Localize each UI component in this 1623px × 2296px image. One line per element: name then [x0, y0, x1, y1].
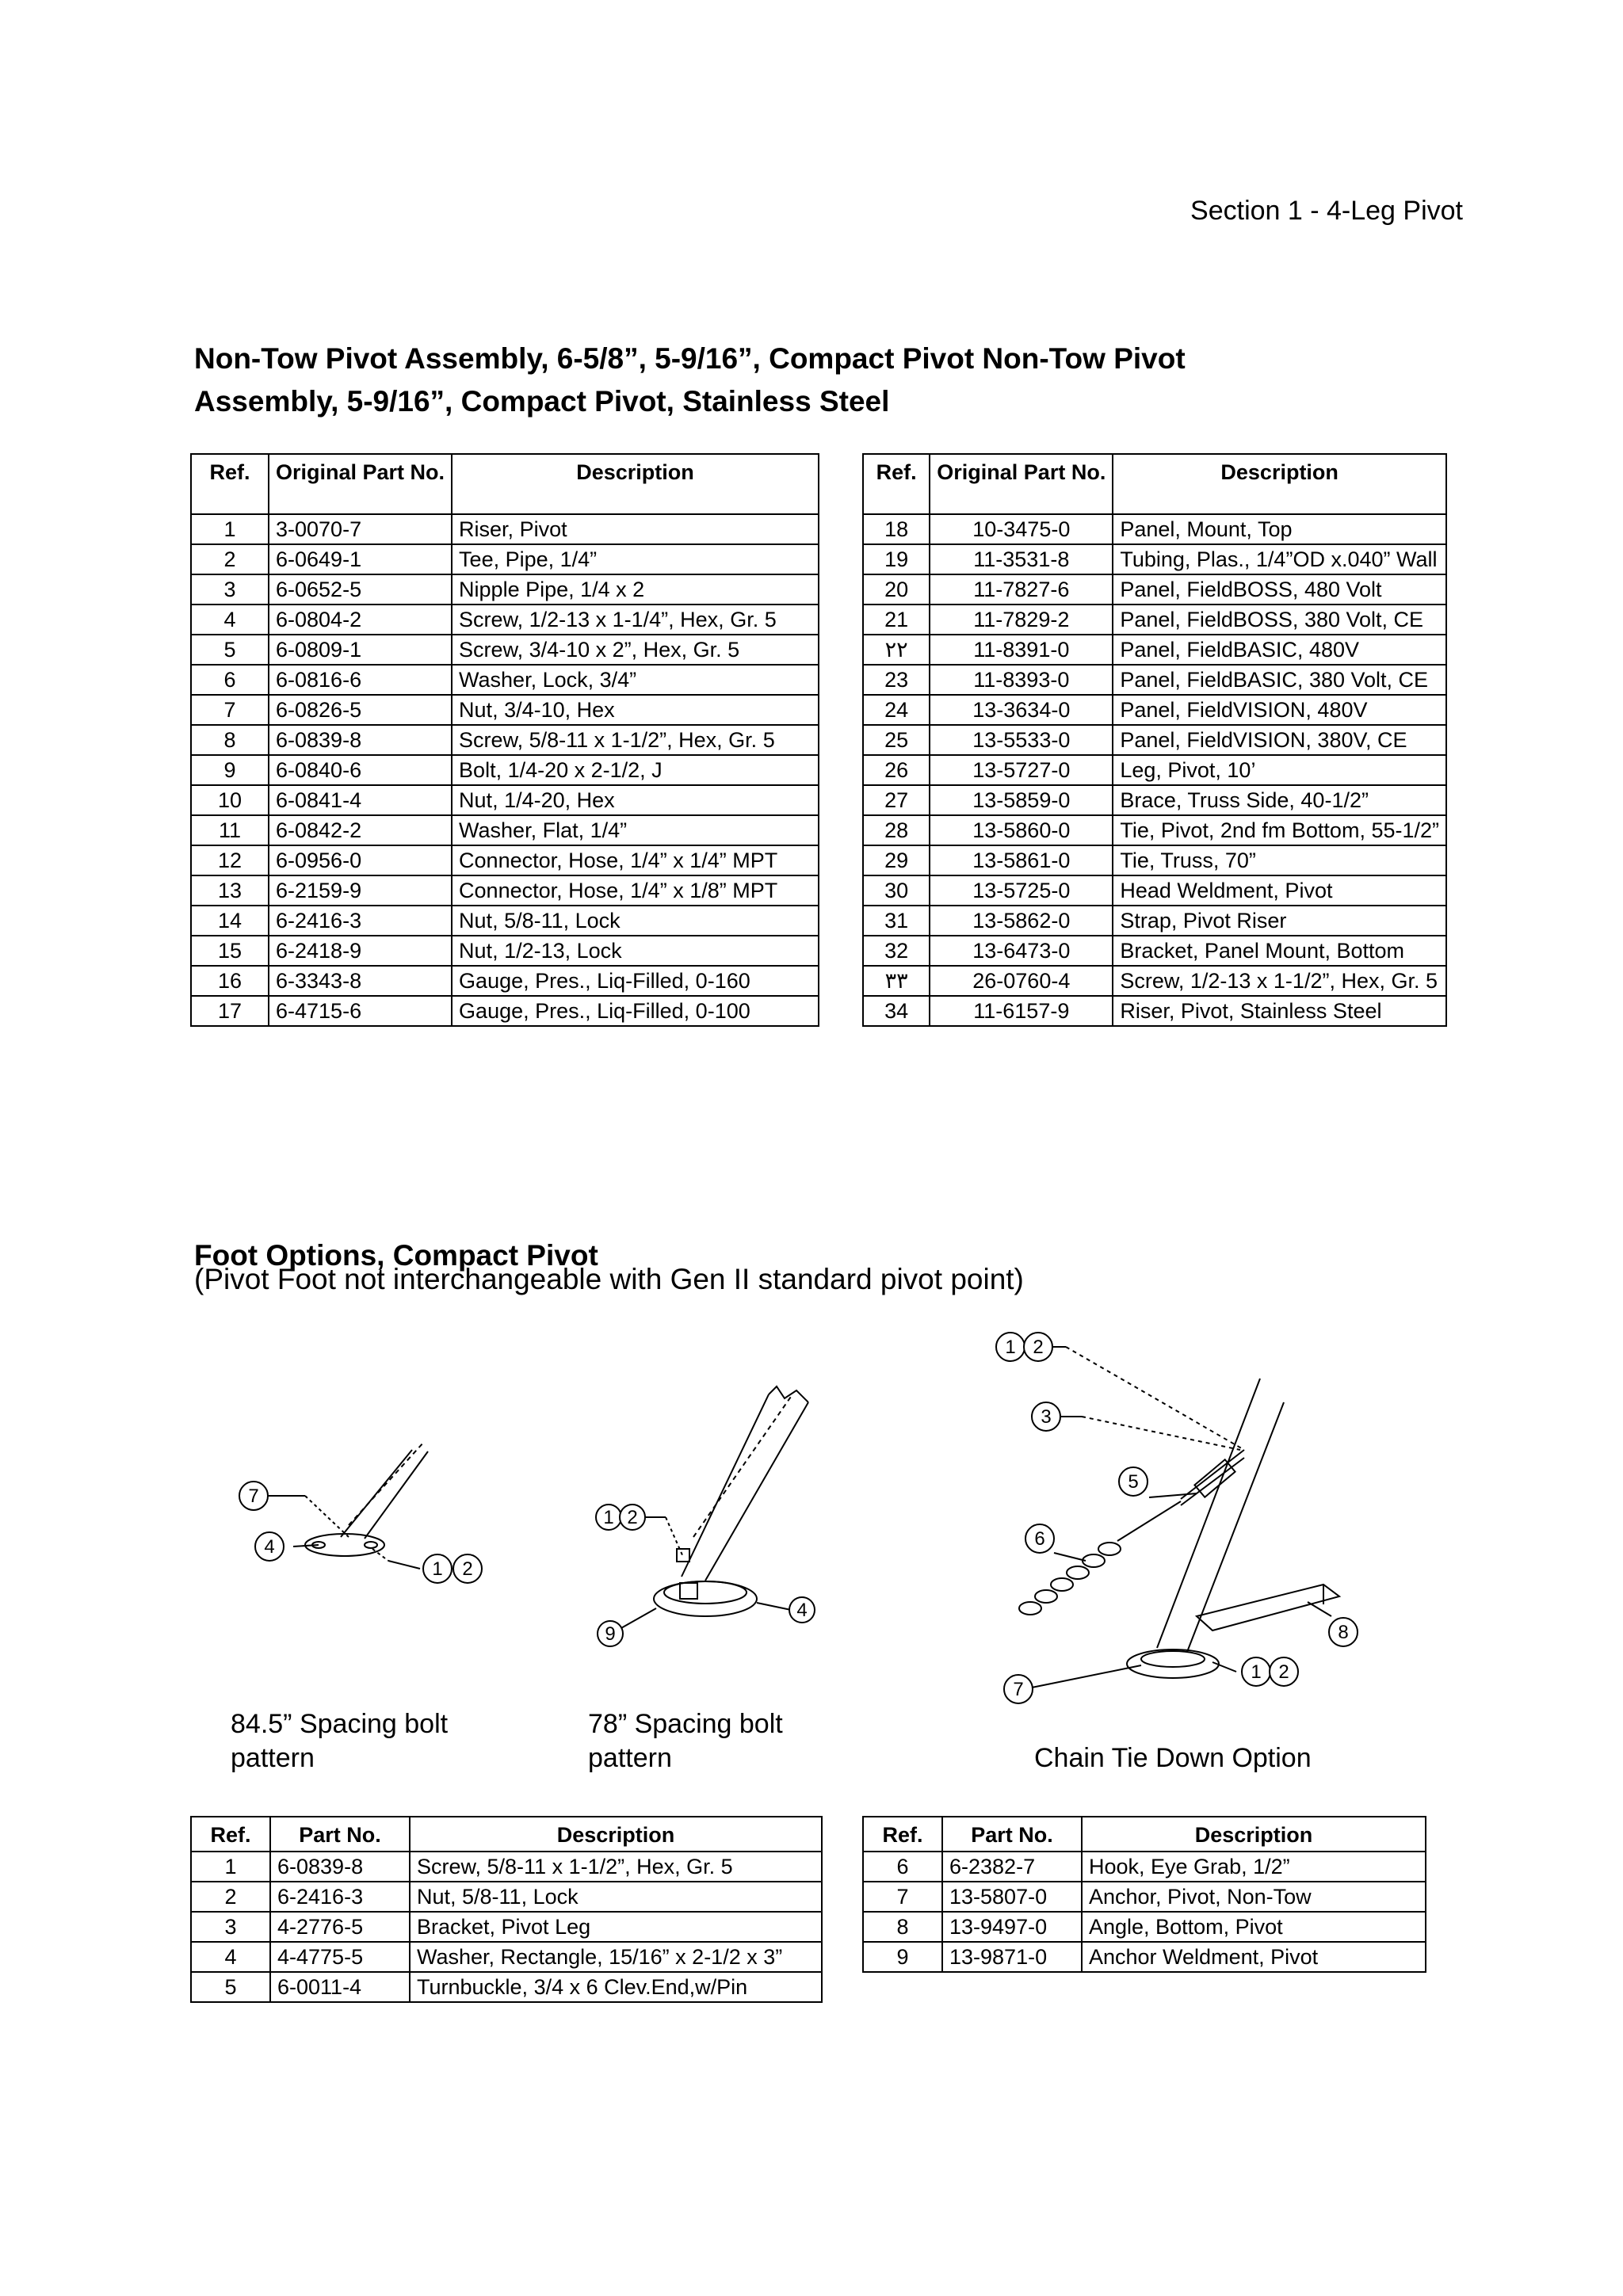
description-cell: Riser, Pivot, Stainless Steel — [1113, 996, 1446, 1026]
ref-cell: 2 — [191, 544, 269, 574]
table-row — [863, 695, 1446, 725]
description-cell: Screw, 1/2-13 x 1-1/2”, Hex, Gr. 5 — [1113, 966, 1446, 996]
description-cell: Bracket, Pivot Leg — [410, 1912, 822, 1942]
callout-7 — [1004, 1675, 1033, 1703]
ref-cell: 26 — [863, 755, 930, 785]
description-cell: Nut, 1/4-20, Hex — [452, 785, 819, 815]
part-no-cell: 6-0842-2 — [269, 815, 452, 845]
table-row — [863, 936, 1446, 966]
table-row — [863, 845, 1446, 875]
table-row — [863, 514, 1446, 544]
ref-cell: 23 — [863, 665, 930, 695]
description-cell: Screw, 5/8-11 x 1-1/2”, Hex, Gr. 5 — [452, 725, 819, 755]
ref-cell: 30 — [863, 875, 930, 906]
table-row — [863, 1852, 1426, 1882]
table-row — [863, 875, 1446, 906]
table-row — [191, 1852, 822, 1882]
part-no-cell: 6-0826-5 — [269, 695, 452, 725]
description-cell: Tee, Pipe, 1/4” — [452, 544, 819, 574]
table-row — [191, 605, 819, 635]
callout-1 — [996, 1333, 1025, 1361]
part-no-cell: 11-7827-6 — [930, 574, 1113, 605]
ref-cell: 1 — [191, 514, 269, 544]
table-row — [863, 544, 1446, 574]
callout-3 — [1032, 1402, 1060, 1431]
callout-4 — [789, 1597, 815, 1623]
part-no-cell: 13-5807-0 — [942, 1882, 1082, 1912]
part-no-cell: 6-0840-6 — [269, 755, 452, 785]
section-header: Section 1 - 4-Leg Pivot — [1190, 196, 1463, 226]
table-row — [191, 906, 819, 936]
part-no-cell: 13-9871-0 — [942, 1942, 1082, 1972]
svg-text:2: 2 — [1278, 1661, 1289, 1683]
part-no-cell: 4-2776-5 — [270, 1912, 410, 1942]
col-part-no: Original Part No. — [930, 454, 1113, 514]
part-no-cell: 3-0070-7 — [269, 514, 452, 544]
part-no-cell: 6-2418-9 — [269, 936, 452, 966]
description-cell: Riser, Pivot — [452, 514, 819, 544]
ref-cell: 7 — [863, 1882, 942, 1912]
description-cell: Screw, 3/4-10 x 2”, Hex, Gr. 5 — [452, 635, 819, 665]
description-cell: Bracket, Panel Mount, Bottom — [1113, 936, 1446, 966]
part-no-cell: 13-5862-0 — [930, 906, 1113, 936]
description-cell: Tubing, Plas., 1/4”OD x.040” Wall — [1113, 544, 1446, 574]
table-row — [191, 514, 819, 544]
part-no-cell: 26-0760-4 — [930, 966, 1113, 996]
description-cell: Gauge, Pres., Liq-Filled, 0-100 — [452, 996, 819, 1026]
ref-cell: 4 — [191, 1942, 270, 1972]
table-row — [191, 1942, 822, 1972]
col-part-no: Part No. — [942, 1817, 1082, 1852]
part-no-cell: 6-0649-1 — [269, 544, 452, 574]
description-cell: Hook, Eye Grab, 1/2” — [1082, 1852, 1426, 1882]
foot-options-subtitle: (Pivot Foot not interchangeable with Gen II standard pivot point) — [194, 1263, 1024, 1295]
part-no-cell: 6-2416-3 — [270, 1882, 410, 1912]
description-cell: Panel, FieldVISION, 480V — [1113, 695, 1446, 725]
ref-cell: 27 — [863, 785, 930, 815]
table-row — [863, 755, 1446, 785]
part-no-cell: 13-5859-0 — [930, 785, 1113, 815]
table-row — [863, 1912, 1426, 1942]
callout-2 — [1024, 1333, 1052, 1361]
part-no-cell: 6-0839-8 — [269, 725, 452, 755]
foot-parts-table-left — [190, 1816, 823, 2003]
description-cell: Nipple Pipe, 1/4 x 2 — [452, 574, 819, 605]
part-no-cell: 6-0841-4 — [269, 785, 452, 815]
description-cell: Panel, FieldBOSS, 480 Volt — [1113, 574, 1446, 605]
callout-1 — [596, 1505, 621, 1530]
description-cell: Panel, Mount, Top — [1113, 514, 1446, 544]
part-no-cell: 6-2382-7 — [942, 1852, 1082, 1882]
col-description: Description — [452, 454, 819, 514]
col-ref: Ref. — [191, 454, 269, 514]
part-no-cell: 6-4715-6 — [269, 996, 452, 1026]
part-no-cell: 4-4775-5 — [270, 1942, 410, 1972]
table-row — [863, 1882, 1426, 1912]
ref-cell: 21 — [863, 605, 930, 635]
foot-options-title: Foot Options, Compact Pivot — [194, 1239, 598, 1272]
table-row — [863, 635, 1446, 665]
table-row — [863, 996, 1446, 1026]
ref-cell: 13 — [191, 875, 269, 906]
callout-6 — [1025, 1524, 1054, 1553]
description-cell: Nut, 5/8-11, Lock — [452, 906, 819, 936]
part-no-cell: 11-8391-0 — [930, 635, 1113, 665]
part-no-cell: 11-7829-2 — [930, 605, 1113, 635]
diagram-78-foot — [586, 1379, 848, 1648]
ref-cell: 9 — [863, 1942, 942, 1972]
ref-cell: 11 — [191, 815, 269, 845]
ref-cell: 6 — [863, 1852, 942, 1882]
table-row — [191, 845, 819, 875]
table-row — [191, 544, 819, 574]
ref-cell: 14 — [191, 906, 269, 936]
part-no-cell: 6-0839-8 — [270, 1852, 410, 1882]
description-cell: Screw, 1/2-13 x 1-1/4”, Hex, Gr. 5 — [452, 605, 819, 635]
part-no-cell: 13-5533-0 — [930, 725, 1113, 755]
description-cell: Gauge, Pres., Liq-Filled, 0-160 — [452, 966, 819, 996]
description-cell: Leg, Pivot, 10’ — [1113, 755, 1446, 785]
table-row — [191, 755, 819, 785]
table-row — [863, 785, 1446, 815]
svg-text:4: 4 — [796, 1600, 808, 1621]
part-no-cell: 13-3634-0 — [930, 695, 1113, 725]
ref-cell: 2 — [191, 1882, 270, 1912]
callout-8 — [1329, 1618, 1358, 1646]
description-cell: Tie, Truss, 70” — [1113, 845, 1446, 875]
callout-2 — [620, 1505, 645, 1530]
description-cell: Anchor Weldment, Pivot — [1082, 1942, 1426, 1972]
svg-text:6: 6 — [1034, 1528, 1045, 1550]
part-no-cell: 6-0956-0 — [269, 845, 452, 875]
table-header-row — [863, 454, 1446, 514]
description-cell: Panel, FieldBOSS, 380 Volt, CE — [1113, 605, 1446, 635]
caption-78-spacing: 78” Spacing bolt pattern — [588, 1709, 783, 1773]
table-header-row — [191, 454, 819, 514]
ref-cell: 15 — [191, 936, 269, 966]
svg-text:2: 2 — [462, 1558, 473, 1580]
col-ref: Ref. — [863, 1817, 942, 1852]
table-row — [191, 725, 819, 755]
col-description: Description — [1082, 1817, 1426, 1852]
table-row — [191, 635, 819, 665]
table-header-row — [863, 1817, 1426, 1852]
description-cell: Bolt, 1/4-20 x 2-1/2, J — [452, 755, 819, 785]
col-ref: Ref. — [191, 1817, 270, 1852]
svg-text:5: 5 — [1128, 1471, 1139, 1493]
table-row — [191, 815, 819, 845]
description-cell: Screw, 5/8-11 x 1-1/2”, Hex, Gr. 5 — [410, 1852, 822, 1882]
part-no-cell: 10-3475-0 — [930, 514, 1113, 544]
callout-1 — [423, 1554, 452, 1583]
caption-84-5-spacing: 84.5” Spacing bolt pattern — [231, 1709, 449, 1773]
description-cell: Head Weldment, Pivot — [1113, 875, 1446, 906]
part-no-cell: 13-6473-0 — [930, 936, 1113, 966]
ref-cell: 10 — [191, 785, 269, 815]
svg-text:2: 2 — [1033, 1337, 1044, 1358]
ref-cell: 7 — [191, 695, 269, 725]
ref-cell: 24 — [863, 695, 930, 725]
ref-cell: 5 — [191, 635, 269, 665]
ref-cell: 31 — [863, 906, 930, 936]
ref-cell: 25 — [863, 725, 930, 755]
ref-cell: 1 — [191, 1852, 270, 1882]
ref-cell: 3 — [191, 574, 269, 605]
part-no-cell: 13-5725-0 — [930, 875, 1113, 906]
table-row — [863, 725, 1446, 755]
caption-chain-tie-down: Chain Tie Down Option — [1034, 1743, 1312, 1773]
description-cell: Turnbuckle, 3/4 x 6 Clev.End,w/Pin — [410, 1972, 822, 2002]
description-cell: Nut, 5/8-11, Lock — [410, 1882, 822, 1912]
callout-5 — [1119, 1467, 1148, 1496]
ref-cell: 29 — [863, 845, 930, 875]
svg-text:9: 9 — [605, 1623, 616, 1645]
description-cell: Washer, Lock, 3/4” — [452, 665, 819, 695]
ref-cell: ٣٣ — [863, 966, 930, 996]
callout-2 — [453, 1554, 482, 1583]
table-row — [191, 936, 819, 966]
part-no-cell: 6-2159-9 — [269, 875, 452, 906]
part-no-cell: 13-9497-0 — [942, 1912, 1082, 1942]
diagram-chain-tie-down — [983, 1331, 1363, 1711]
col-part-no: Part No. — [270, 1817, 410, 1852]
table-row — [863, 906, 1446, 936]
pivot-assembly-title: Non-Tow Pivot Assembly, 6-5/8”, 5-9/16”, Compact Pivot Non-Tow Pivot Assembly, 5-9/16”, Compact Pivot, Stainless Steel — [194, 342, 1186, 418]
table-row — [191, 785, 819, 815]
callout-2 — [1270, 1657, 1298, 1686]
table-row — [191, 695, 819, 725]
ref-cell: ٢٢ — [863, 635, 930, 665]
description-cell: Washer, Rectangle, 15/16” x 2-1/2 x 3” — [410, 1942, 822, 1972]
callout-1 — [1242, 1657, 1270, 1686]
ref-cell: 32 — [863, 936, 930, 966]
svg-text:1: 1 — [432, 1558, 443, 1580]
ref-cell: 3 — [191, 1912, 270, 1942]
description-cell: Tie, Pivot, 2nd fm Bottom, 55-1/2” — [1113, 815, 1446, 845]
table-row — [191, 574, 819, 605]
ref-cell: 8 — [863, 1912, 942, 1942]
table-row — [191, 665, 819, 695]
table-row — [191, 1912, 822, 1942]
description-cell: Brace, Truss Side, 40-1/2” — [1113, 785, 1446, 815]
svg-text:7: 7 — [1013, 1679, 1024, 1700]
svg-text:1: 1 — [1251, 1661, 1262, 1683]
part-no-cell: 6-0652-5 — [269, 574, 452, 605]
table-row — [863, 815, 1446, 845]
ref-cell: 20 — [863, 574, 930, 605]
pivot-parts-table-left — [190, 453, 819, 1027]
table-row — [863, 1942, 1426, 1972]
pivot-parts-table-right — [862, 453, 1447, 1027]
col-ref: Ref. — [863, 454, 930, 514]
ref-cell: 9 — [191, 755, 269, 785]
part-no-cell: 11-6157-9 — [930, 996, 1113, 1026]
col-description: Description — [1113, 454, 1446, 514]
ref-cell: 19 — [863, 544, 930, 574]
diagram-84-5-foot — [230, 1426, 515, 1608]
description-cell: Angle, Bottom, Pivot — [1082, 1912, 1426, 1942]
part-no-cell: 6-0804-2 — [269, 605, 452, 635]
col-part-no: Original Part No. — [269, 454, 452, 514]
svg-text:1: 1 — [603, 1507, 614, 1528]
table-row — [863, 605, 1446, 635]
ref-cell: 5 — [191, 1972, 270, 2002]
ref-cell: 4 — [191, 605, 269, 635]
table-header-row — [191, 1817, 822, 1852]
ref-cell: 8 — [191, 725, 269, 755]
ref-cell: 28 — [863, 815, 930, 845]
svg-text:4: 4 — [264, 1536, 275, 1558]
part-no-cell: 6-0816-6 — [269, 665, 452, 695]
description-cell: Nut, 3/4-10, Hex — [452, 695, 819, 725]
description-cell: Connector, Hose, 1/4” x 1/8” MPT — [452, 875, 819, 906]
description-cell: Panel, FieldVISION, 380V, CE — [1113, 725, 1446, 755]
part-no-cell: 11-8393-0 — [930, 665, 1113, 695]
svg-text:2: 2 — [627, 1507, 638, 1528]
table-row — [191, 1882, 822, 1912]
part-no-cell: 13-5860-0 — [930, 815, 1113, 845]
part-no-cell: 6-0809-1 — [269, 635, 452, 665]
description-cell: Nut, 1/2-13, Lock — [452, 936, 819, 966]
ref-cell: 18 — [863, 514, 930, 544]
ref-cell: 16 — [191, 966, 269, 996]
description-cell: Panel, FieldBASIC, 480V — [1113, 635, 1446, 665]
part-no-cell: 6-2416-3 — [269, 906, 452, 936]
svg-text:8: 8 — [1338, 1622, 1349, 1643]
part-no-cell: 6-3343-8 — [269, 966, 452, 996]
part-no-cell: 13-5861-0 — [930, 845, 1113, 875]
callout-9 — [598, 1621, 623, 1646]
description-cell: Connector, Hose, 1/4” x 1/4” MPT — [452, 845, 819, 875]
table-row — [863, 966, 1446, 996]
foot-parts-table-right — [862, 1816, 1426, 1973]
part-no-cell: 13-5727-0 — [930, 755, 1113, 785]
svg-text:7: 7 — [248, 1486, 259, 1507]
svg-text:1: 1 — [1005, 1337, 1016, 1358]
svg-text:3: 3 — [1041, 1406, 1052, 1428]
part-no-cell: 6-0011-4 — [270, 1972, 410, 2002]
part-no-cell: 11-3531-8 — [930, 544, 1113, 574]
ref-cell: 12 — [191, 845, 269, 875]
description-cell: Washer, Flat, 1/4” — [452, 815, 819, 845]
table-row — [863, 574, 1446, 605]
callout-7 — [239, 1482, 268, 1510]
ref-cell: 6 — [191, 665, 269, 695]
callout-4 — [255, 1532, 284, 1561]
description-cell: Strap, Pivot Riser — [1113, 906, 1446, 936]
description-cell: Anchor, Pivot, Non-Tow — [1082, 1882, 1426, 1912]
col-description: Description — [410, 1817, 822, 1852]
table-row — [191, 996, 819, 1026]
description-cell: Panel, FieldBASIC, 380 Volt, CE — [1113, 665, 1446, 695]
table-row — [191, 875, 819, 906]
table-row — [191, 1972, 822, 2002]
ref-cell: 34 — [863, 996, 930, 1026]
table-row — [191, 966, 819, 996]
ref-cell: 17 — [191, 996, 269, 1026]
table-row — [863, 665, 1446, 695]
